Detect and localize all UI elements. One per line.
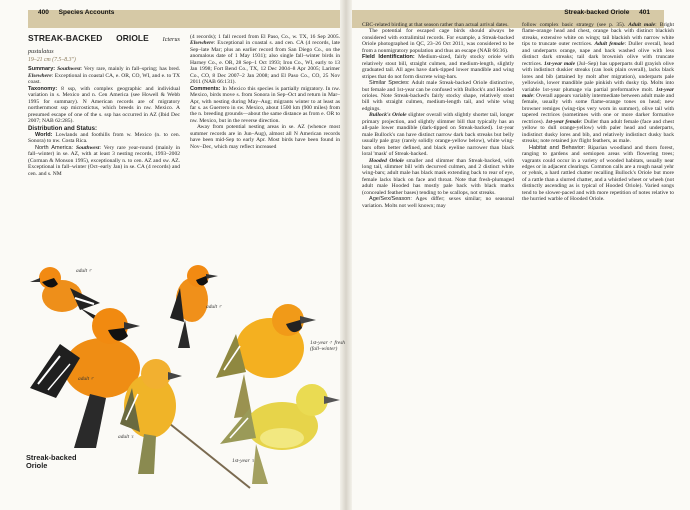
- bird-adult-male-1: [30, 267, 105, 324]
- species-title: STREAK-BACKED ORIOLE Icterus pustulatus: [28, 33, 180, 55]
- bullocks-paragraph: Bullock's Oriole slighter overall with slightly shorter tail, longer primary projection, and slightly slimmer bill that typically has an all-pale lower mandible (dark-tipped on Streak-backed). 1st-year male Bullock's can have distinct narrow dark back streaks but belly usually pale gray (rarely solidly orange-yellow below), white wing-bars often better defined, and black eyeline narrower than black loral 'mask' of Streak-backed.: [362, 112, 514, 158]
- text-column-2: [190, 34, 340, 150]
- right-page-number: 401: [639, 9, 650, 16]
- left-page-number: 400: [38, 9, 49, 16]
- comments-paragraph-2: Away from potential nesting areas in se. AZ (whence most summer records are in Jun–Aug), almost all N American records have been mid-Sep to early Apr. Most birds have been found in Nov–Dec, which may reflect increased: [190, 124, 340, 150]
- caption-adult-male-3: adult ♂: [206, 304, 223, 310]
- field-id-paragraph: Field Identification: Medium-sized, fairly stocky oriole with relatively stout bill, straight culmen, and medium-length, slightly graduated tail. All ages have dark-tipped lower mandible and wing stripes that do not form discrete wing-bars.: [362, 54, 514, 80]
- caption-adult-male-2: adult ♂: [78, 376, 95, 382]
- text-column-3: [362, 22, 514, 209]
- right-section-title: Streak-backed Oriole: [564, 9, 630, 16]
- hooded-paragraph: Hooded Oriole smaller and slimmer than Streak-backed, with long tail, slimmer bill with decurved culmen, and 2 distinct white wing-bars; adult male has black mask extending back to rear of eye, female lacks black on face and throat. Note that fresh-plumaged adult male Hooded has mostly pale back with black marks (concealed feather bases) tending to be scallops, not streaks.: [362, 157, 514, 196]
- records-paragraph: (4 records); 1 fall record from El Paso, Co., w. TX, 16 Sep 2005. Elsewhere: Exceptional in coastal s. and cen. CA (4 records, late Sep–late Mar; plus an earlier record from San Diego Co., on the anomalous date of 1 May 1931); also single fall–winter birds in Harney Co., e. OR, 28 Sep–1 Oct 1993; Iron Co., WI, early to 13 Jan 1998; Fort Bend Co., TX, 12 Dec 2004–8 Apr 2005; Larimer Co., CO, 8 Dec 2007–2 Jan 2008; and El Paso Co., CO, 25 Nov 2011 (NAB 66:131).: [190, 34, 340, 86]
- taxonomy-paragraph: Taxonomy: 8 ssp, with complex geographic and individual variation in s. Mexico and n. Cen America (see Howell & Webb 1995 for summary). N American records are of migratory northernmost ssp microstictus, which breeds in nw. Mexico. A presumed escape of one of the s. ssp has occurred in AZ (Ibid Dec 2007; NAB 62:285).: [28, 85, 180, 125]
- species-latin: Icterus pustulatus: [28, 37, 180, 55]
- text-column-1: [28, 34, 180, 177]
- text-column-4: [522, 22, 674, 203]
- comments-paragraph: Comments: In Mexico this species is partially migratory. In nw. Mexico, birds move s. from Sonora in Sep–Oct and return in Mar–Apr, with nesting during May–Aug; migrants winter to at least as far s. as Guerrero in sw. Mexico, about 1500 km (900 miles) from the n. breeding grounds—about the same distance as from e. OR to nw. Mexico, but in the reverse direction.: [190, 85, 340, 124]
- left-section-title: Species Accounts: [58, 9, 115, 16]
- species-measurements: 19–21 cm (7.5–8.3"): [28, 57, 76, 63]
- caption-first-year-female: 1st-year ♀: [232, 458, 256, 464]
- caption-adult-male-1: adult ♂: [76, 268, 93, 274]
- escape-paragraph: The potential for escaped cage birds should always be considered with extralimital records. For example, a Streak-backed Oriole photographed in QC, 23–26 Oct 2011, was considered to be from a nonmigratory population and thus an escape (NAB 66:36).: [362, 28, 514, 54]
- oriole-plate: [20, 248, 350, 510]
- plumage-paragraph: follow complex basic strategy (see p. 35). Adult male: Bright flame-orange head and chest, orange back with distinct blackish streaks, extensive white on wings; tail blackish with narrow white tips to truncate outer rectrices. Adult female: Duller overall, head and underparts orange, nape and back washed olive with less distinct dark streaks; tail dark brownish olive with truncate rectrices. 1st-year male (Jul–Sep) has upperparts dull grayish olive with indistinct duskier streaks (can look plain overall), lacks black lores and bib (attained by molt after migration), underparts pale yellowish, lower mandible pale pinkish with dusky tip. Molts into variable 1st-year plumage via partial preformative molt. 1st-year male: Overall appears variably intermediate between adult male and female, usually with some flame-orange tones on head; new browner remiges (wing-tips very worn in summer), olive tail with tapered rectrices (sometimes with one or more darker formative rectrices). 1st-year female: Duller than adult female (face and chest yellow to dull orange-yellow) with paler head and underparts, indistinct dusky lores and bib, and relatively indistinct dusky back streaks; note retained juv flight feathers, as male.: [522, 22, 675, 145]
- age-sex-paragraph: Age/Sex/Season: Ages differ; sexes similar; no seasonal variation. Molts not well known; may: [362, 196, 514, 209]
- distribution-heading: Distribution and Status:: [28, 124, 98, 132]
- cbc-paragraph: CBC-related birding at that season rather than actual arrival dates.: [362, 22, 509, 28]
- caption-first-year-male: 1st-year ♂ fresh (fall–winter): [310, 340, 345, 353]
- plate-title: Streak-backed Oriole: [26, 453, 77, 471]
- bird-first-year-female: [220, 384, 340, 484]
- caption-adult-female: adult ♀: [118, 434, 135, 440]
- habitat-paragraph: Habitat and Behavior: Riparian woodland and thorn forest, ranging to gardens and semiopen areas with flowering trees; vagrants could occur in a variety of wooded habitats, usually near edges or in adjacent clearings. Common calls are a rough nasal yehr or yehnk, a hard rattled chatter recalling Bullock's Oriole but more of a rattle than a slurred chatter, and a whistled wheet or wheeh (not distinctly ascending as is typical of Hooded Oriole). Varied songs tend to be slower-paced and with more repetition of notes relative to the hurried warble of Hooded Oriole.: [522, 144, 674, 203]
- north-america-paragraph: North America: Southwest: Very rare year-round (mainly in fall–winter) in se. AZ, with at least 3 nesting records, 1993–2002 (Corman & Monson 1995), exceptionally n. to cen. AZ and sw. AZ. Exceptional in fall–winter (Oct–early Jan) in se. CA (4 records) and cen. and s. NM: [28, 144, 181, 177]
- left-running-head: [30, 0, 330, 25]
- summary-paragraph: Summary: Southwest: Very rare, mainly in fall–spring; has bred. Elsewhere: Exceptional in coastal CA, e. OR, CO, WI, and e. to TX coast.: [28, 66, 180, 86]
- world-paragraph: World: Lowlands and foothills from w. Mexico (n. to cen. Sonora) to nw. Costa Rica.: [28, 131, 180, 145]
- similar-species-paragraph: Similar Species: Adult male Streak-backed Oriole distinctive, but female and 1st-year can be confused with Bullock's and Hooded orioles. Note Streak-backed's fairly stocky shape, relatively stout bill with straight culmen, medium-length tail, and white wing edgings.: [362, 80, 515, 112]
